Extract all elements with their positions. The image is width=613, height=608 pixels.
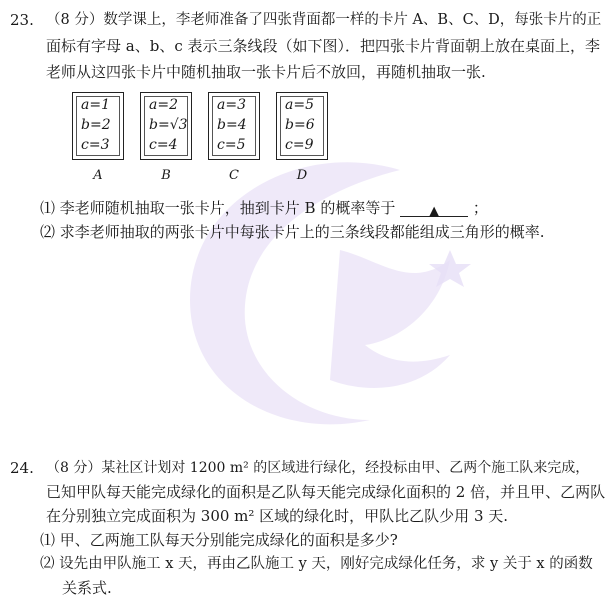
q24-text-line-1: （8 分）某社区计划对 1200 m² 的区域进行绿化，经投标由甲、乙两个施工队来完成，	[46, 460, 590, 476]
card-c	[208, 92, 260, 160]
q23-part-1-end: ；	[472, 199, 488, 217]
card-a-b: b=2	[81, 117, 111, 133]
q24-part-2-line-2: 关系式.	[62, 579, 112, 597]
card-c-label: C	[229, 168, 239, 183]
q23-text-line-3: 老师从这四张卡片中随机抽取一张卡片后不放回，再随机抽取一张.	[46, 63, 486, 81]
q23-part-1	[40, 198, 488, 218]
q24-part-2-line-1: ⑵ 设先由甲队施工 x 天，再由乙队施工 y 天，刚好完成绿化任务，求 y 关于 x 的函数	[40, 556, 593, 572]
q23-part-2: ⑵ 求李老师抽取的两张卡片中每张卡片上的三条线段都能组成三角形的概率.	[40, 223, 545, 241]
answer-blank	[400, 200, 468, 217]
q24-number: 24.	[10, 459, 34, 477]
q23-text-line-2: 面标有字母 a、b、c 表示三条线段（如下图）．把四张卡片背面朝上放在桌面上，李	[46, 37, 600, 55]
card-b	[140, 92, 192, 160]
q23-number: 23.	[10, 11, 34, 29]
q23-text-line-1: （8 分）数学课上，李老师准备了四张背面都一样的卡片 A、B、C、D，每张卡片的正	[46, 12, 602, 28]
q24-text-line-3: 在分别独立完成面积为 300 m² 区域的绿化时，甲队比乙队少用 3 天.	[46, 507, 509, 525]
card-a-c: c=3	[81, 137, 110, 153]
card-d-a: a=5	[285, 97, 314, 113]
card-b-b: b=√3	[149, 117, 188, 133]
card-c-c: c=5	[217, 137, 246, 153]
card-d-c: c=9	[285, 137, 314, 153]
card-d	[276, 92, 328, 160]
card-a-a: a=1	[81, 97, 110, 113]
card-c-b: b=4	[217, 117, 247, 133]
card-c-a: a=3	[217, 97, 246, 113]
card-b-label: B	[161, 168, 171, 183]
card-d-b: b=6	[285, 117, 315, 133]
q24-part-1: ⑴ 甲、乙两施工队每天分别能完成绿化的面积是多少?	[40, 531, 398, 549]
card-b-a: a=2	[149, 97, 178, 113]
card-b-c: c=4	[149, 137, 178, 153]
watermark-logo	[150, 140, 480, 440]
triangle-marker: ▲	[429, 204, 440, 219]
card-d-label: D	[296, 168, 308, 183]
q23-part-1-text: ⑴ 李老师随机抽取一张卡片，抽到卡片 B 的概率等于	[40, 199, 396, 217]
card-a-label: A	[93, 168, 103, 183]
card-a	[72, 92, 124, 160]
q24-text-line-2: 已知甲队每天能完成绿化的面积是乙队每天能完成绿化面积的 2 倍，并且甲、乙两队	[46, 483, 606, 501]
